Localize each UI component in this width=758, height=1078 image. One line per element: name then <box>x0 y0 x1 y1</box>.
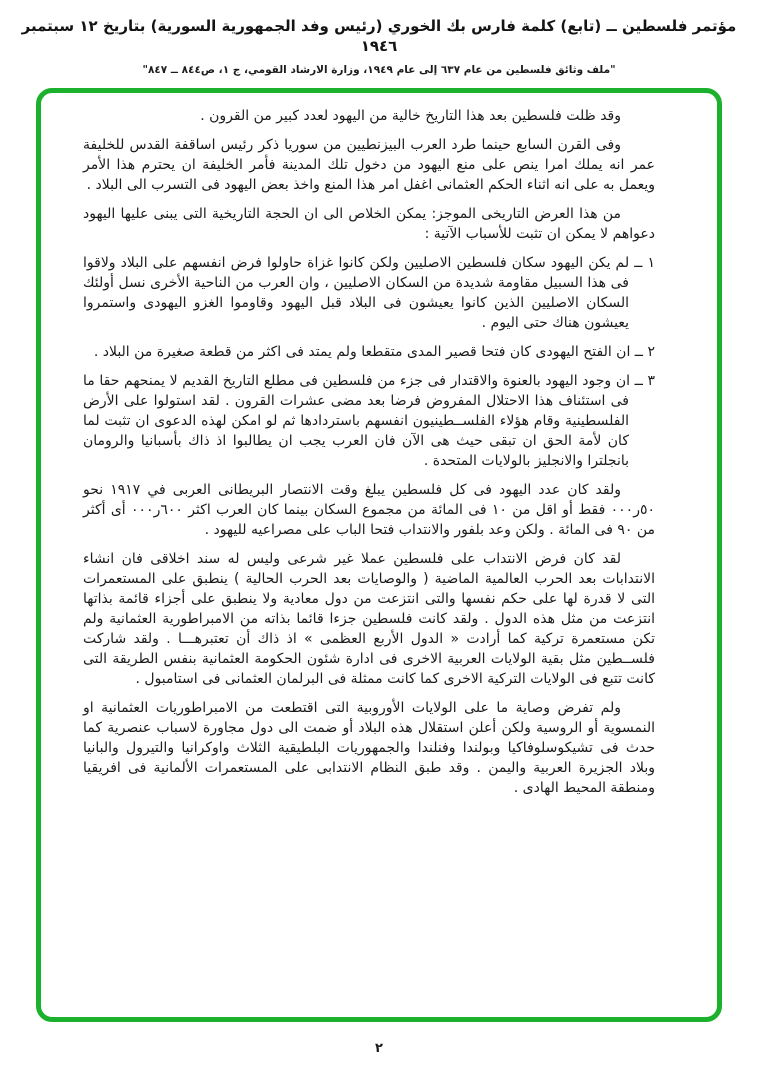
paragraph: ولم تفرض وصاية ما على الولايات الأوروبية التى اقتطعت من الامبراطوريات العثمانية او النمسوية أو الروسية ولكن أعلن استقلال هذه البلاد أو ضمت الى دول مجاورة لاسباب عنصرية كما حدث فى تشيكوسلوفاكيا وبولندا وفنلندا والجمهوريات البلطيقية الثلاث واوكرانيا والتيرول والبانيا وبلاد الجزيرة العربية واليمن . وقد طبق النظام الانتدابى على المستعمرات الألمانية فى افريقيا ومنطقة المحيط الهادى . <box>83 700 655 796</box>
page-header <box>0 0 758 76</box>
page-number: ٢ <box>375 1041 383 1056</box>
document-title: مؤتمر فلسطين ــ (تابع) كلمة فارس بك الخوري (رئيس وفد الجمهورية السورية) بتاريخ ١٢ سبتمبر ١٩٤٦ <box>21 17 737 56</box>
paragraph: من هذا العرض التاريخى الموجز: يمكن الخلاص الى ان الحجة التاريخية التى يبنى عليها اليهود دعواهم لا يمكن ان تثبت للأسباب الآتية : <box>83 206 655 242</box>
paragraph: ولقد كان عدد اليهود فى كل فلسطين يبلغ وقت الانتصار البريطانى العربى في ١٩١٧ نحو ٥٠ر٠٠٠ فقط أو اقل من ١٠ فى المائة من مجموع السكان بينما كان العرب اكثر ٦٠٠ر٠٠٠ أى أكثر من ٩٠ فى المائة . ولكن وعد بلفور والانتداب فتحا الباب على مصراعيه لليهود . <box>83 482 655 538</box>
numbered-list-item: ١ ــ لم يكن اليهود سكان فلسطين الاصليين ولكن كانوا غزاة حاولوا فرض انفسهم على البلاد ولاقوا فى هذا السبيل مقاومة شديدة من السكان الاصليين ، وان العرب من الناحية الأخرى نسل أولئك السكان الاصليين الذين كانوا يعيشون فى البلاد قبل اليهود وقاوموا الغزو اليهودى واستمروا يعيشون هناك حتى اليوم . <box>83 255 655 331</box>
green-border-frame <box>36 88 722 1022</box>
numbered-list-item: ٣ ــ ان وجود اليهود بالعنوة والاقتدار فى جزء من فلسطين فى مطلع التاريخ القديم لا يمنحهم حقا ما فى استئناف هذا الاحتلال المفروض فرضا بعد مضى عشرات القرون . لقد استولوا على الأرض الفلسطينية وقام هؤلاء الفلســطينيون انفسهم باستردادها ثم لو امكن لهذه الدعوى ان تثبت لما كان لأمة الحق ان تبقى حيث هى الآن فان العرب يجب ان يطالبوا اذ ذاك بأسبانيا والرومان بانجلترا والانجليز بالولايات المتحدة . <box>83 373 655 469</box>
numbered-list-item: ٢ ــ ان الفتح اليهودى كان فتحا قصير المدى متقطعا ولم يمتد فى اكثر من قطعة صغيرة من البلاد . <box>93 344 655 360</box>
document-body-text <box>41 93 717 1017</box>
item-number: ٣ ــ <box>630 373 655 389</box>
item-number: ١ ــ <box>629 255 655 271</box>
paragraph: وفى القرن السابع حينما طرد العرب البيزنطيين من سوريا ذكر رئيس اساقفة القدس للخليفة عمر انه يملك امرا ينص على منع اليهود من دخول تلك المدينة فأمر الخليفة ان يحترم هذا الأمر ويعمل به على انه اثناء الحكم العثمانى اغفل امر هذا المنع واخذ بعض اليهود فى التسرب الى البلاد . <box>83 137 655 193</box>
item-number: ٢ ــ <box>630 344 655 360</box>
document-source-citation: "ملف وثائق فلسطين من عام ٦٣٧ إلى عام ١٩٤٩، وزارة الارشاد القومي، ج ١، ص٨٤٤ ــ ٨٤٧" <box>142 63 616 76</box>
paragraph: لقد كان فرض الانتداب على فلسطين عملا غير شرعى وليس له سند اخلاقى فان انشاء الانتدابات بعد الحرب العالمية الماضية ( والوصايات بعد الحرب الحالية ) ينطبق على المستعمرات التى لا قدرة لها على حكم نفسها والتى انتزعت من دول معادية ولا ينطبق على أجزاء قائمة بذاتها انتزعت من مثل هذه الدول . ولقد كانت فلسطين جزءا قائما بذاته من الامبراطورية العثمانية ولم تكن مستعمرة تركية كما أرادت « الدول الأربع العظمى » اذ ذاك أن تعتبرهـــا . ولقد شاركت فلســطين مثل بقية الولايات العربية الاخرى فى ادارة شئون الحكومة العثمانية بنفس الطريقة التى كانت تتبع فى الولايات التركية الاخرى كما كانت ممثلة فى البرلمان العثمانى فى استامبول . <box>83 551 655 687</box>
paragraph: وقد ظلت فلسطين بعد هذا التاريخ خالية من اليهود لعدد كبير من القرون . <box>200 108 621 124</box>
